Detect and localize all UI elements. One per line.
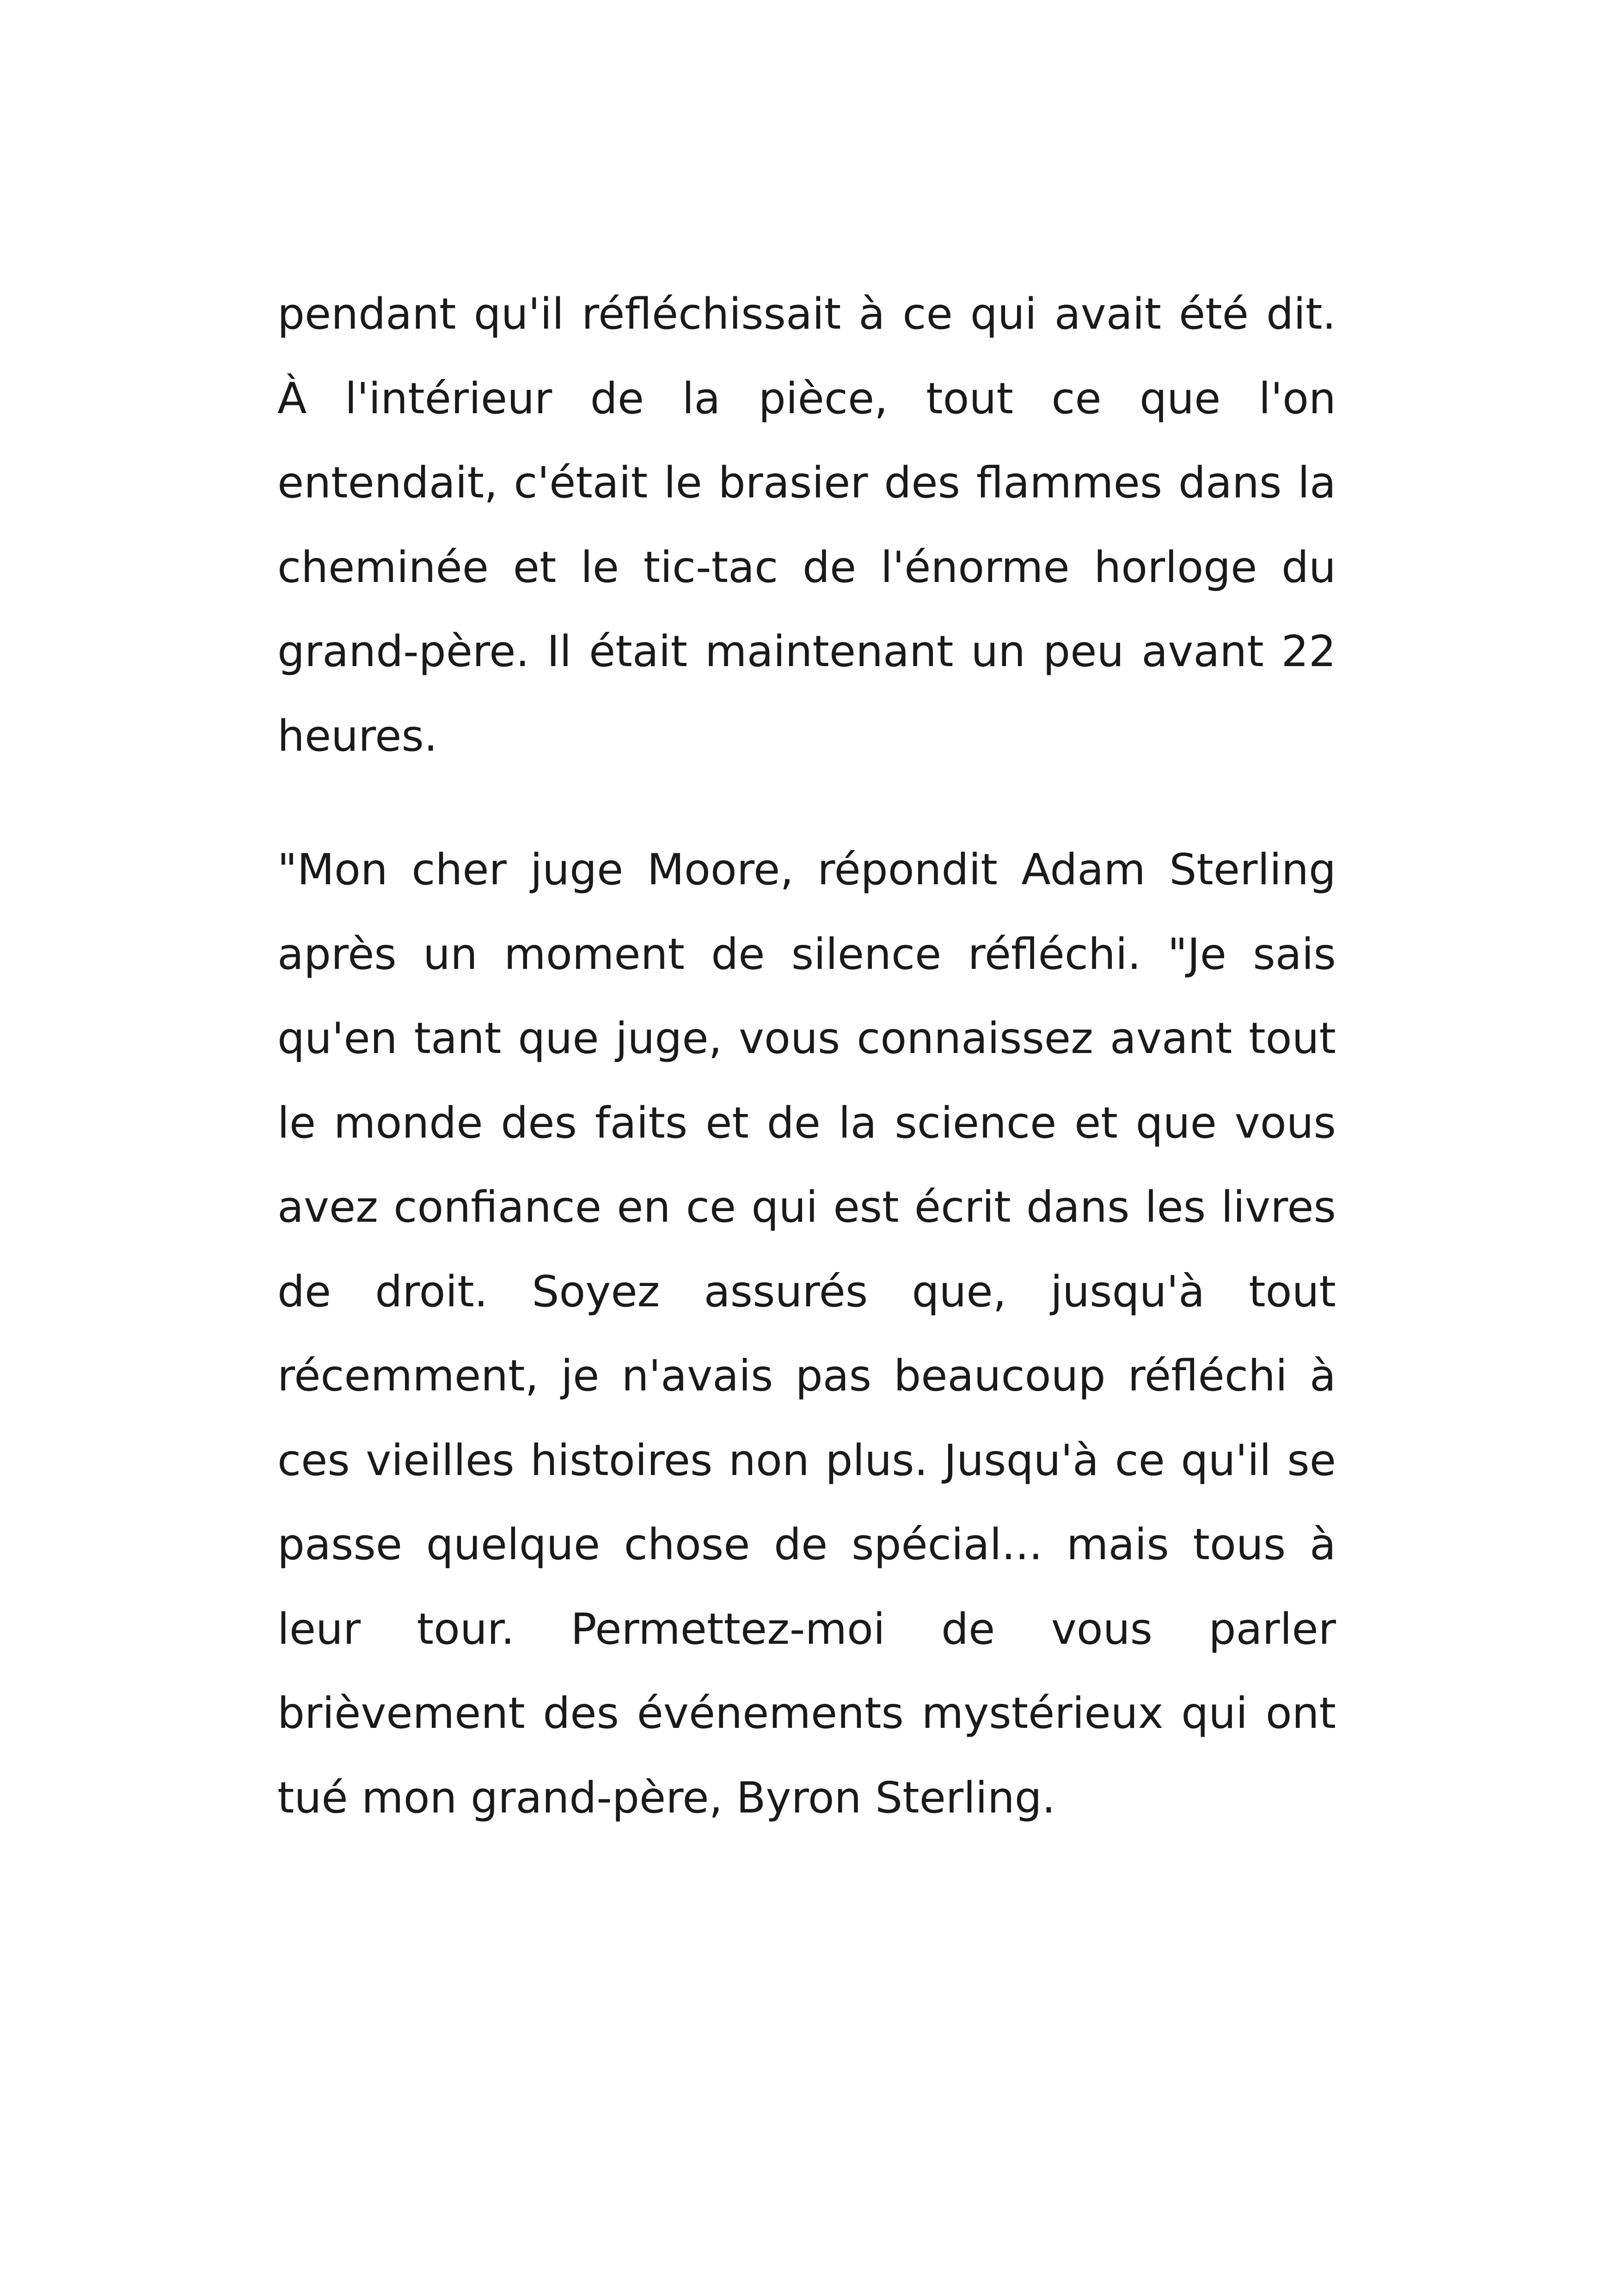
paragraph-1: pendant qu'il réfléchissait à ce qui avait été dit. À l'intérieur de la pièce, tout ce que l'on entendait, c'était le brasier des flammes dans la cheminée et le tic-tac de l'énorme horloge du grand-père. Il était maintenant un peu avant 22 heures. <box>277 289 1336 761</box>
paragraph-2: "Mon cher juge Moore, répondit Adam Sterling après un moment de silence réfléchi. "Je sais qu'en tant que juge, vous connaissez avant tout le monde des faits et de la science et que vous avez confiance en ce qui est écrit dans les livres de droit. Soyez assurés que, jusqu'à tout récemment, je n'avais pas beaucoup réfléchi à ces vieilles histoires non plus. Jusqu'à ce qu'il se passe quelque chose de spécial... mais tous à leur tour. Permettez-moi de vous parler brièvement des événements mystérieux qui ont tué mon grand-père, Byron Sterling. <box>277 845 1336 1823</box>
